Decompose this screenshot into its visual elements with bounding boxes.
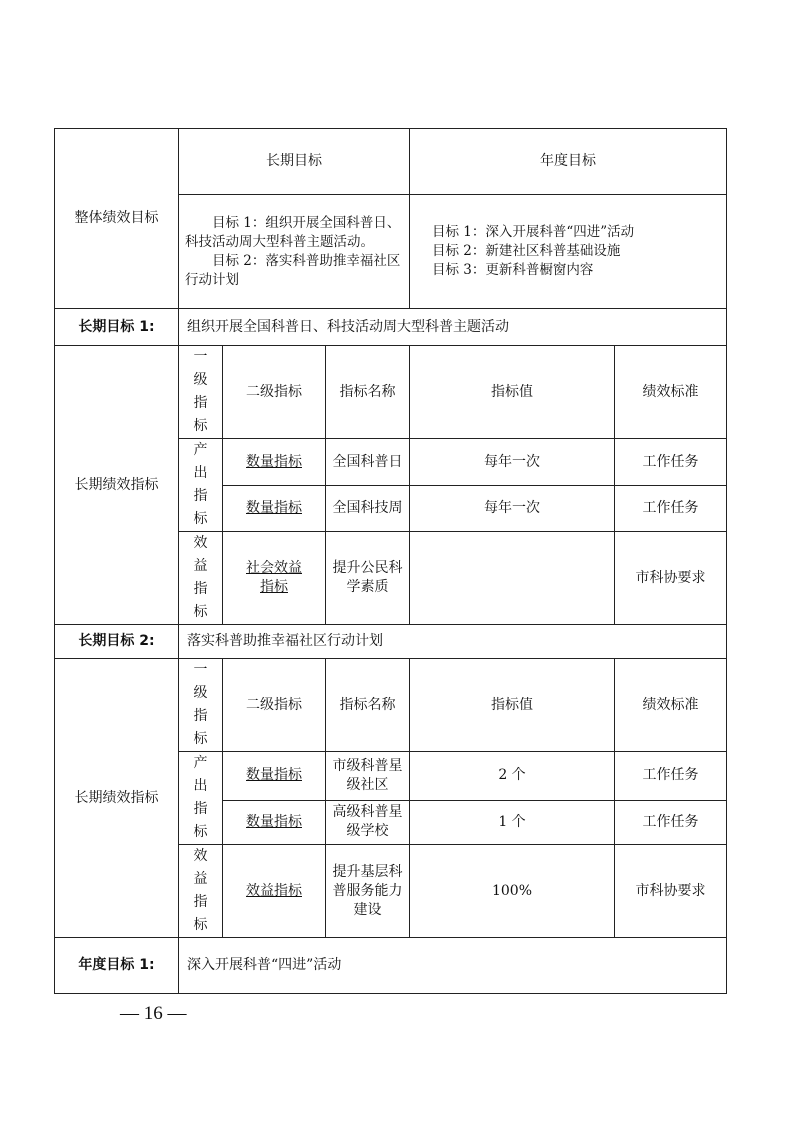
long-term-header: 长期目标 <box>179 129 410 195</box>
long-term-goal-2: 目标 2：落实科普助推幸福社区行动计划 <box>185 252 401 288</box>
lt1-r2-name: 全国科技周 <box>326 486 410 532</box>
lt2-header-value: 指标值 <box>410 659 615 752</box>
lt1-r3-standard: 市科协要求 <box>615 532 727 625</box>
lt2-header-name: 指标名称 <box>326 659 410 752</box>
performance-table <box>54 128 727 994</box>
header-value: 指标值 <box>410 346 615 439</box>
lt2-r3-standard: 市科协要求 <box>615 845 727 938</box>
lt1-g1-level1: 产出指标 <box>193 442 208 527</box>
lt1-r1-standard: 工作任务 <box>615 439 727 486</box>
lt1-r2-standard: 工作任务 <box>615 486 727 532</box>
lt1-r2-level2: 数量指标 <box>246 500 302 517</box>
lt1-label: 长期目标 1: <box>55 309 179 346</box>
annual-goals <box>410 195 727 309</box>
annual1-text: 深入开展科普“四进”活动 <box>179 938 727 994</box>
lt1-r1-value: 每年一次 <box>410 439 615 486</box>
lt2-r3-name: 提升基层科普服务能力建设 <box>326 845 410 938</box>
overall-goal-label: 整体绩效目标 <box>55 129 179 309</box>
long-term-goal-1: 目标 1：组织开展全国科普日、科技活动周大型科普主题活动。 <box>185 214 401 250</box>
lt2-header-level1: 一级指标 <box>193 662 208 747</box>
lt2-r1-standard: 工作任务 <box>615 752 727 801</box>
lt2-r2-value: 1 个 <box>410 800 615 844</box>
lt1-r1-name: 全国科普日 <box>326 439 410 486</box>
header-level2: 二级指标 <box>223 346 326 439</box>
header-name: 指标名称 <box>326 346 410 439</box>
lt2-r2-name: 高级科普星级学校 <box>326 800 410 844</box>
annual-header: 年度目标 <box>410 129 727 195</box>
lt2-header-standard: 绩效标准 <box>615 659 727 752</box>
annual-goal-2: 目标 2：新建社区科普基础设施 <box>432 243 621 259</box>
annual-goal-1: 目标 1：深入开展科普“四进”活动 <box>432 224 635 240</box>
lt2-text: 落实科普助推幸福社区行动计划 <box>179 625 727 659</box>
lt1-indicator-label: 长期绩效指标 <box>55 346 179 625</box>
page-number: — 16 — <box>120 1003 187 1024</box>
header-standard: 绩效标准 <box>615 346 727 439</box>
header-level1: 一级指标 <box>193 349 208 434</box>
lt2-r3-value: 100% <box>410 845 615 938</box>
lt1-g2-level1: 效益指标 <box>193 535 208 620</box>
lt2-r1-value: 2 个 <box>410 752 615 801</box>
lt1-text: 组织开展全国科普日、科技活动周大型科普主题活动 <box>179 309 727 346</box>
lt1-r3-level2: 社会效益指标 <box>246 560 302 595</box>
lt1-r2-value: 每年一次 <box>410 486 615 532</box>
lt1-r3-name: 提升公民科学素质 <box>326 532 410 625</box>
lt1-r1-level2: 数量指标 <box>246 453 302 470</box>
lt2-r1-level2: 数量指标 <box>246 767 302 784</box>
lt2-label: 长期目标 2: <box>55 625 179 659</box>
lt2-r2-standard: 工作任务 <box>615 800 727 844</box>
long-term-goals <box>179 195 410 309</box>
lt2-indicator-label: 长期绩效指标 <box>55 659 179 938</box>
lt2-r3-level2: 效益指标 <box>246 882 302 899</box>
lt2-r1-name: 市级科普星级社区 <box>326 752 410 801</box>
lt2-g2-level1: 效益指标 <box>193 848 208 933</box>
lt2-r2-level2: 数量指标 <box>246 813 302 830</box>
annual-goal-3: 目标 3：更新科普橱窗内容 <box>432 262 594 278</box>
lt2-g1-level1: 产出指标 <box>193 755 208 840</box>
lt1-r3-value <box>410 532 615 625</box>
lt2-header-level2: 二级指标 <box>223 659 326 752</box>
annual1-label: 年度目标 1: <box>55 938 179 994</box>
